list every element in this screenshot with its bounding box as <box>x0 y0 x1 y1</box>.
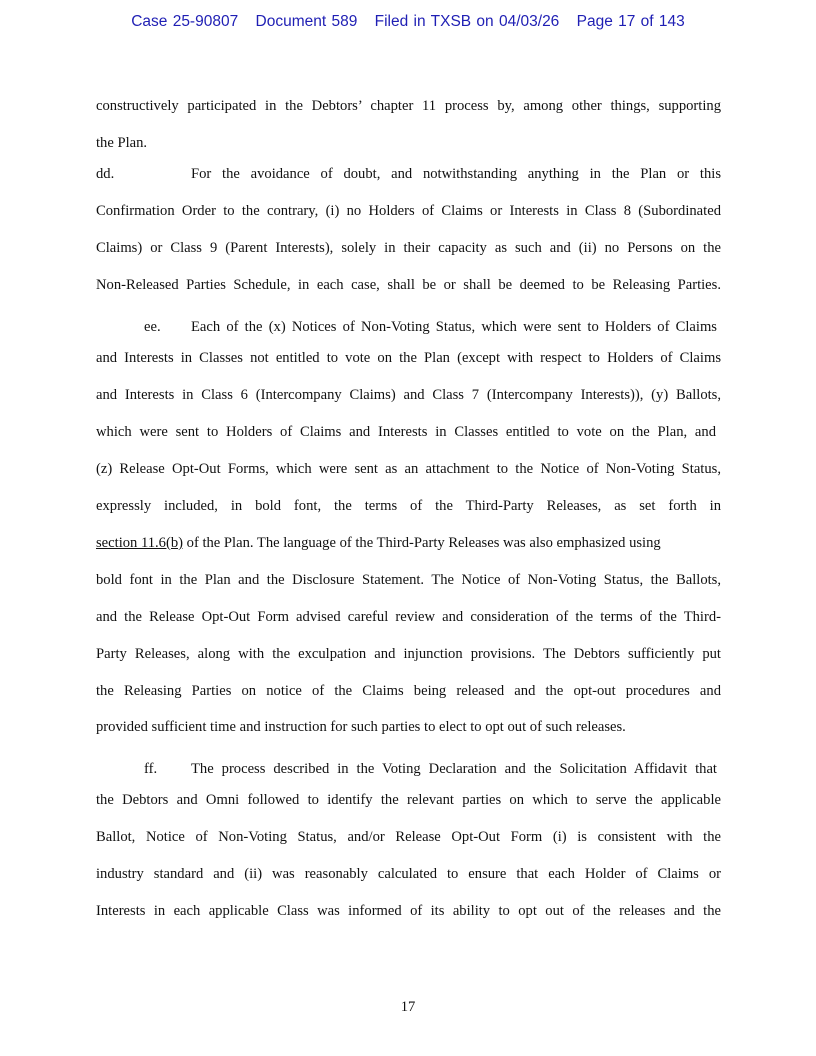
paragraph-label: ee. <box>144 319 161 335</box>
body-line: which were sent to Holders of Claims and Interests in Classes entitled to vote on the Plan, and <box>96 424 716 440</box>
body-line: Each of the (x) Notices of Non-Voting Status, which were sent to Holders of Claims <box>191 319 717 335</box>
body-line: and Interests in Classes not entitled to vote on the Plan (except with respect to Holders of Claims <box>96 350 721 366</box>
page-number: 17 <box>400 999 416 1015</box>
body-line: the Plan. <box>96 135 148 151</box>
filing-header <box>0 13 816 31</box>
body-line: Non-Released Parties Schedule, in each case, shall be or shall be deemed to be Releasing Parties. <box>96 277 721 293</box>
body-line: provided sufficient time and instruction for such parties to elect to opt out of such releases. <box>96 719 626 735</box>
body-line: For the avoidance of doubt, and notwithstanding anything in the Plan or this <box>191 166 721 182</box>
filed-date: Filed in TXSB on 04/03/26 <box>374 13 560 30</box>
body-line: Claims) or Class 9 (Parent Interests), solely in their capacity as such and (ii) no Persons on the <box>96 240 721 256</box>
body-line: Confirmation Order to the contrary, (i) no Holders of Claims or Interests in Class 8 (Subordinated <box>96 203 721 219</box>
body-text: of the Plan. The language of the Third-Party Releases was also emphasized using <box>183 535 661 551</box>
body-line: the Debtors and Omni followed to identify the relevant parties on which to serve the applicable <box>96 792 721 808</box>
paragraph-label: dd. <box>96 166 115 182</box>
page-indicator: Page 17 of 143 <box>576 13 685 30</box>
body-line: bold font in the Plan and the Disclosure Statement. The Notice of Non-Voting Status, the Ballots, <box>96 572 721 588</box>
case-number: Case 25-90807 <box>131 13 239 30</box>
body-line: The process described in the Voting Declaration and the Solicitation Affidavit that <box>191 761 717 777</box>
paragraph-label: ff. <box>144 761 158 777</box>
body-line: Interests in each applicable Class was informed of its ability to opt out of the releases and the <box>96 903 721 919</box>
body-line: and the Release Opt-Out Form advised careful review and consideration of the terms of the Third- <box>96 609 721 625</box>
body-line: constructively participated in the Debtors’ chapter 11 process by, among other things, supporting <box>96 98 721 114</box>
body-line: industry standard and (ii) was reasonably calculated to ensure that each Holder of Claims or <box>96 866 721 882</box>
document-number: Document 589 <box>255 13 358 30</box>
body-line: Party Releases, along with the exculpation and injunction provisions. The Debtors sufficiently put <box>96 646 721 662</box>
body-line: Ballot, Notice of Non-Voting Status, and/or Release Opt-Out Form (i) is consistent with the <box>96 829 721 845</box>
body-line: and Interests in Class 6 (Intercompany Claims) and Class 7 (Intercompany Interests)), (y) Ballots, <box>96 387 721 403</box>
section-reference-link: section 11.6(b) <box>96 535 183 551</box>
body-line: expressly included, in bold font, the terms of the Third-Party Releases, as set forth in <box>96 498 721 514</box>
body-line: (z) Release Opt-Out Forms, which were sent as an attachment to the Notice of Non-Voting Status, <box>96 461 721 477</box>
body-line <box>96 534 721 552</box>
body-line: the Releasing Parties on notice of the Claims being released and the opt-out procedures and <box>96 683 721 699</box>
